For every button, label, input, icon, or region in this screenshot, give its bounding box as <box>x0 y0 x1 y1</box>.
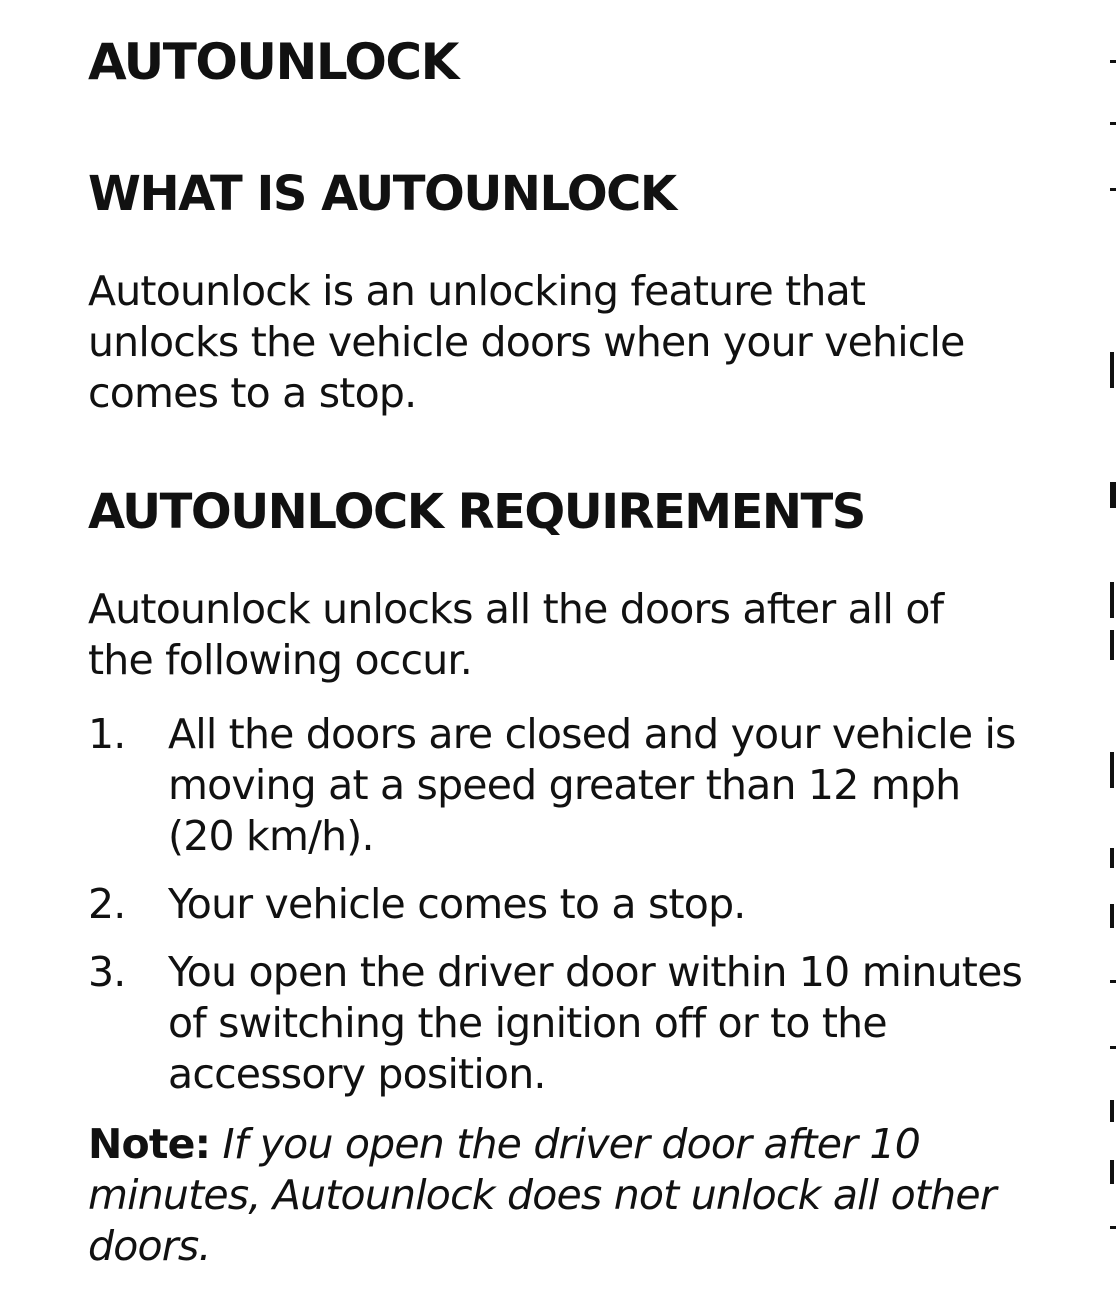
text-fragment <box>1110 1046 1116 1049</box>
section-body-what-is-autounlock: Autounlock is an unlocking feature that unlocks the vehicle doors when your vehicle comes to a stop. <box>88 267 965 417</box>
requirements-list <box>88 709 1048 1117</box>
section-heading-what-is-autounlock: WHAT IS AUTOUNLOCK <box>88 166 676 222</box>
text-fragment <box>1110 630 1114 660</box>
text-fragment <box>1110 60 1116 63</box>
list-item <box>88 879 1048 930</box>
text-fragment <box>1110 1100 1114 1122</box>
adjacent-column-fragment <box>1108 0 1118 1300</box>
page-title: AUTOUNLOCK <box>88 33 458 91</box>
list-item-text: Your vehicle comes to a stop. <box>168 880 746 928</box>
text-fragment <box>1110 188 1116 191</box>
section-body-requirements: Autounlock unlocks all the doors after all of the following occur. <box>88 585 944 684</box>
text-fragment <box>1110 752 1114 788</box>
text-fragment <box>1110 904 1114 928</box>
note-text: If you open the driver door after 10 minutes, Autounlock does not unlock all other doors. <box>88 1120 996 1270</box>
list-item <box>88 709 1048 862</box>
text-fragment <box>1110 482 1116 508</box>
text-fragment <box>1110 1160 1114 1184</box>
text-fragment <box>1110 1226 1116 1229</box>
note <box>88 1119 1008 1272</box>
list-item-number: 2. <box>88 880 126 928</box>
text-fragment <box>1110 980 1116 983</box>
list-item-text: You open the driver door within 10 minutes of switching the ignition off or to the accessory position. <box>168 948 1023 1098</box>
list-item-number: 3. <box>88 948 126 996</box>
list-item-number: 1. <box>88 710 126 758</box>
text-fragment <box>1110 848 1114 868</box>
text-fragment <box>1110 352 1114 388</box>
list-item <box>88 947 1048 1100</box>
list-item-text: All the doors are closed and your vehicle is moving at a speed greater than 12 mph (20 km/h). <box>168 710 1016 860</box>
section-heading-requirements: AUTOUNLOCK REQUIREMENTS <box>88 484 865 540</box>
note-label: Note: <box>88 1120 211 1168</box>
text-fragment <box>1110 122 1116 125</box>
text-fragment <box>1110 582 1114 618</box>
